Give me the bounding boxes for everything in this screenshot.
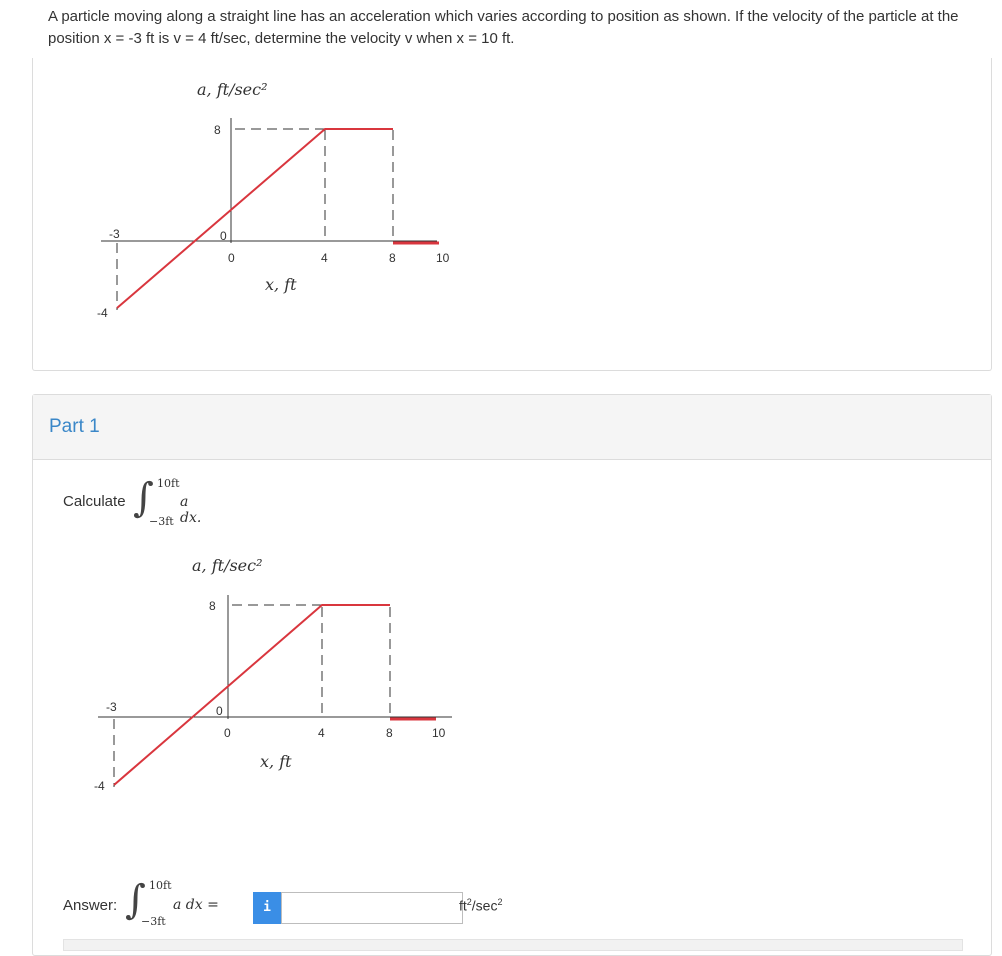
y-tick-8: 8: [214, 123, 221, 137]
x-tick-0: 0: [224, 726, 231, 740]
acceleration-graph-part-1: [68, 547, 488, 837]
y-axis-label: a, ft/sec²: [192, 556, 263, 575]
y-tick-0: 0: [220, 229, 227, 243]
x-tick-10: 10: [432, 726, 446, 740]
part-1-header: [33, 395, 991, 460]
part-1-title: Part 1: [49, 416, 100, 437]
problem-statement: [48, 6, 988, 50]
acceleration-series-line: [114, 605, 390, 785]
acceleration-series-line: [117, 129, 393, 308]
integrand: a dx.: [180, 494, 202, 526]
y-tick-neg3: -3: [106, 700, 117, 714]
integral-icon: ∫: [133, 475, 154, 521]
y-tick-8: 8: [209, 599, 216, 613]
integral-icon: ∫: [125, 877, 146, 923]
x-tick-10: 10: [436, 251, 450, 265]
acceleration-graph: [53, 58, 473, 348]
integral-lower-limit: −3ft: [149, 515, 174, 528]
problem-text: A particle moving along a straight line has an acceleration which varies according to position as shown. If the velocity of the particle at the position x = -3 ft is v = 4 ft/sec, determine the velocity v when x = 10 ft.: [48, 8, 959, 47]
answer-units: [459, 897, 503, 914]
info-icon: i: [263, 900, 271, 915]
integral-upper-limit: 10ft: [157, 477, 180, 490]
answer-row: [63, 873, 963, 928]
y-tick-neg4: -4: [94, 779, 105, 793]
units-base: ft: [459, 897, 467, 914]
x-tick-4: 4: [321, 251, 328, 265]
x-axis-label: x, ft: [260, 752, 292, 771]
answer-input[interactable]: [281, 892, 463, 924]
calculate-label: Calculate: [63, 493, 126, 510]
units-tail: /sec: [471, 897, 498, 914]
integral-upper-limit: 10ft: [149, 879, 172, 892]
units-exponent: 2: [466, 897, 472, 907]
answer-label: Answer:: [63, 897, 118, 914]
answer-integrand: a dx =: [173, 897, 219, 913]
info-icon-button[interactable]: [253, 892, 281, 924]
problem-figure-card: [32, 58, 992, 371]
y-tick-neg3: -3: [109, 227, 120, 241]
x-tick-8: 8: [389, 251, 396, 265]
y-axis-label: a, ft/sec²: [197, 80, 268, 99]
y-tick-neg4: -4: [97, 306, 108, 320]
x-tick-0: 0: [228, 251, 235, 265]
bottom-bar: [63, 939, 963, 951]
x-axis-label: x, ft: [265, 275, 297, 294]
part-1-panel: [32, 394, 992, 956]
x-tick-4: 4: [318, 726, 325, 740]
integral-lower-limit: −3ft: [141, 915, 166, 928]
y-tick-0: 0: [216, 704, 223, 718]
x-tick-8: 8: [386, 726, 393, 740]
units-exponent-2: 2: [497, 897, 503, 907]
